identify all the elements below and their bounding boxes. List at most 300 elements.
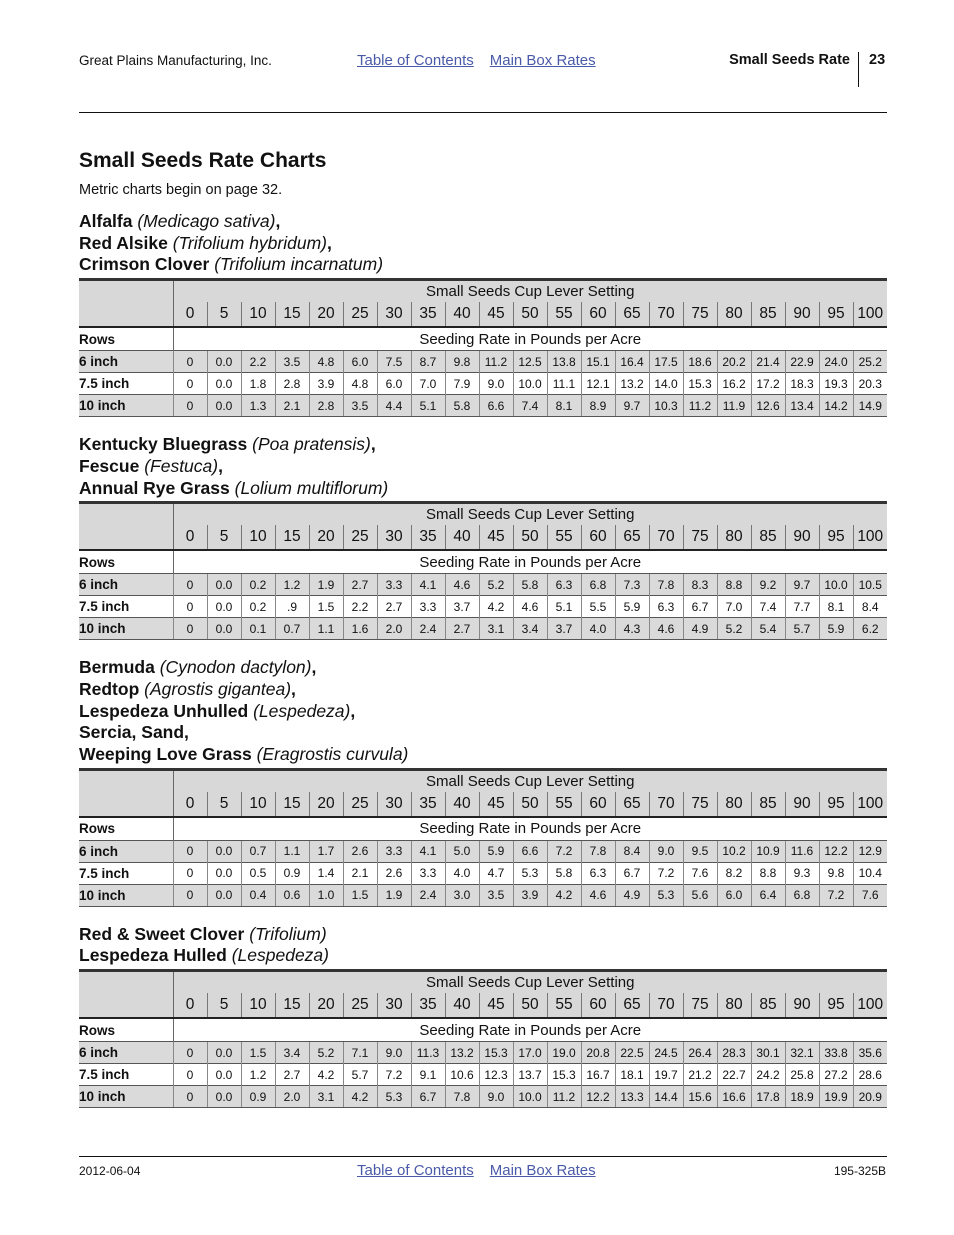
rate-value: 9.0 (649, 840, 683, 862)
table-of-contents-link[interactable]: Table of Contents (357, 52, 474, 69)
species-name: Kentucky Bluegrass (79, 434, 248, 455)
rate-value: 0.2 (241, 574, 275, 596)
rate-value: 19.7 (649, 1064, 683, 1086)
rate-value: 0.7 (241, 840, 275, 862)
table-corner (79, 971, 173, 1019)
lever-setting-label: Small Seeds Cup Lever Setting (173, 971, 887, 994)
latin-name: (Lolium multiflorum) (234, 477, 389, 498)
lever-setting-value: 40 (445, 792, 479, 817)
rate-value: 4.9 (615, 884, 649, 906)
rate-value: 14.0 (649, 373, 683, 395)
rate-value: 3.1 (309, 1086, 343, 1108)
rate-value: 10.6 (445, 1064, 479, 1086)
rate-value: 7.0 (717, 596, 751, 618)
lever-setting-value: 25 (343, 792, 377, 817)
footer-date: 2012-06-04 (79, 1164, 141, 1178)
lever-setting-value: 30 (377, 525, 411, 550)
latin-name: (Eragrostis curvula) (256, 744, 409, 765)
rate-value: 17.8 (751, 1086, 785, 1108)
rate-value: 1.0 (309, 884, 343, 906)
rate-value: 8.8 (717, 574, 751, 596)
lever-setting-value: 70 (649, 792, 683, 817)
species-line (79, 254, 887, 276)
row-spacing-label: 10 inch (79, 1086, 173, 1108)
rate-value: 6.7 (615, 862, 649, 884)
table-row (79, 1064, 887, 1086)
rate-value: 11.2 (479, 351, 513, 373)
rate-value: 22.9 (785, 351, 819, 373)
rate-value: 22.7 (717, 1064, 751, 1086)
rate-value: 7.6 (683, 862, 717, 884)
rate-value: 7.8 (581, 840, 615, 862)
chart-block (79, 924, 887, 1108)
main-box-rates-link[interactable]: Main Box Rates (489, 52, 596, 69)
settings-row (79, 302, 887, 327)
heading-punctuation: , (370, 434, 376, 455)
table-row (79, 884, 887, 906)
rate-value: 2.6 (377, 862, 411, 884)
rate-value: 5.8 (547, 862, 581, 884)
header-nav (357, 52, 612, 69)
lever-setting-value: 90 (785, 792, 819, 817)
lever-setting-value: 30 (377, 993, 411, 1018)
rate-value: 7.2 (547, 840, 581, 862)
rate-value: 0.0 (207, 1042, 241, 1064)
species-name: Red Alsike (79, 232, 168, 253)
rate-value: 20.9 (853, 1086, 887, 1108)
rate-value: 9.7 (615, 395, 649, 417)
rate-value: 1.6 (343, 618, 377, 640)
rate-value: 7.1 (343, 1042, 377, 1064)
table-row (79, 618, 887, 640)
lever-setting-value: 40 (445, 302, 479, 327)
rate-value: 24.0 (819, 351, 853, 373)
lever-setting-value: 5 (207, 993, 241, 1018)
lever-setting-value: 15 (275, 302, 309, 327)
rate-value: 5.7 (343, 1064, 377, 1086)
rate-value: 8.2 (717, 862, 751, 884)
lever-setting-value: 90 (785, 525, 819, 550)
rate-rows (79, 574, 887, 640)
rate-value: 0.0 (207, 574, 241, 596)
footer-main-box-rates-link[interactable]: Main Box Rates (489, 1162, 596, 1179)
rate-value: 7.2 (377, 1064, 411, 1086)
rate-value: .9 (275, 596, 309, 618)
rate-value: 0.0 (207, 618, 241, 640)
heading-punctuation: , (291, 678, 296, 699)
rate-value: 17.2 (751, 373, 785, 395)
rate-value: 17.0 (513, 1042, 547, 1064)
rate-value: 15.3 (547, 1064, 581, 1086)
row-spacing-label: 6 inch (79, 840, 173, 862)
rate-value: 0.0 (207, 884, 241, 906)
rate-value: 6.7 (683, 596, 717, 618)
rate-value: 1.1 (275, 840, 309, 862)
rate-value: 10.2 (717, 840, 751, 862)
rate-value: 19.0 (547, 1042, 581, 1064)
lever-setting-value: 0 (173, 792, 207, 817)
species-name: Annual Rye Grass (79, 477, 230, 498)
rate-value: 4.9 (683, 618, 717, 640)
rate-value: 10.0 (819, 574, 853, 596)
rate-value: 33.8 (819, 1042, 853, 1064)
rate-value: 4.0 (581, 618, 615, 640)
rate-value: 11.1 (547, 373, 581, 395)
row-spacing-label: 7.5 inch (79, 862, 173, 884)
lever-setting-value: 80 (717, 993, 751, 1018)
rate-value: 8.7 (411, 351, 445, 373)
rate-value: 8.1 (819, 596, 853, 618)
table-corner (79, 503, 173, 551)
rate-value: 3.5 (343, 395, 377, 417)
rate-value: 0.6 (275, 884, 309, 906)
rate-value: 2.2 (343, 596, 377, 618)
rate-value: 1.5 (343, 884, 377, 906)
lever-setting-value: 65 (615, 525, 649, 550)
chart-block (79, 434, 887, 640)
lever-setting-value: 75 (683, 792, 717, 817)
lever-setting-value: 75 (683, 302, 717, 327)
rows-label: Rows (79, 327, 173, 351)
lever-setting-value: 35 (411, 525, 445, 550)
rate-value: 6.3 (649, 596, 683, 618)
rate-value: 0.1 (241, 618, 275, 640)
rate-value: 0.0 (207, 596, 241, 618)
rate-rows (79, 1042, 887, 1108)
rate-value: 3.9 (513, 884, 547, 906)
lever-setting-label: Small Seeds Cup Lever Setting (173, 280, 887, 303)
rate-value: 2.0 (275, 1086, 309, 1108)
rate-value: 8.4 (615, 840, 649, 862)
rate-value: 9.2 (751, 574, 785, 596)
rate-value: 0.9 (241, 1086, 275, 1108)
species-line (79, 701, 887, 723)
rate-value: 4.4 (377, 395, 411, 417)
rate-value: 0.5 (241, 862, 275, 884)
rate-value: 10.5 (853, 574, 887, 596)
rate-value: 11.2 (683, 395, 717, 417)
rate-value: 1.7 (309, 840, 343, 862)
rate-value: 6.6 (479, 395, 513, 417)
rate-value: 35.6 (853, 1042, 887, 1064)
lever-setting-value: 35 (411, 302, 445, 327)
row-spacing-label: 7.5 inch (79, 373, 173, 395)
chart-heading (79, 657, 887, 766)
lever-setting-value: 80 (717, 792, 751, 817)
rate-value: 4.6 (649, 618, 683, 640)
rate-value: 32.1 (785, 1042, 819, 1064)
settings-row (79, 525, 887, 550)
table-row (79, 596, 887, 618)
rate-value: 18.9 (785, 1086, 819, 1108)
lever-setting-value: 100 (853, 993, 887, 1018)
lever-setting-value: 75 (683, 525, 717, 550)
rate-value: 4.6 (513, 596, 547, 618)
rate-value: 22.5 (615, 1042, 649, 1064)
lever-setting-value: 5 (207, 525, 241, 550)
lever-setting-value: 55 (547, 302, 581, 327)
species-line (79, 945, 887, 967)
species-line (79, 211, 887, 233)
lever-setting-value: 45 (479, 525, 513, 550)
rate-value: 0.7 (275, 618, 309, 640)
seeding-rate-label: Seeding Rate in Pounds per Acre (173, 817, 887, 841)
rate-value: 5.6 (683, 884, 717, 906)
lever-setting-value: 35 (411, 792, 445, 817)
lever-setting-value: 100 (853, 302, 887, 327)
table-row (79, 1086, 887, 1108)
row-spacing-label: 7.5 inch (79, 1064, 173, 1086)
lever-setting-value: 20 (309, 792, 343, 817)
lever-setting-value: 40 (445, 525, 479, 550)
lever-header-row (79, 280, 887, 303)
rate-value: 2.7 (275, 1064, 309, 1086)
footer-table-of-contents-link[interactable]: Table of Contents (357, 1162, 474, 1179)
rate-value: 6.0 (343, 351, 377, 373)
lever-setting-value: 95 (819, 525, 853, 550)
lever-setting-value: 30 (377, 302, 411, 327)
rate-value: 1.4 (309, 862, 343, 884)
lever-setting-value: 100 (853, 525, 887, 550)
rate-value: 7.4 (751, 596, 785, 618)
rate-value: 0 (173, 1042, 207, 1064)
seeding-rate-label: Seeding Rate in Pounds per Acre (173, 1018, 887, 1042)
rows-header-row (79, 1018, 887, 1042)
rate-value: 15.6 (683, 1086, 717, 1108)
latin-name: (Trifolium) (249, 923, 327, 944)
rate-value: 0.2 (241, 596, 275, 618)
lever-header-row (79, 971, 887, 994)
rate-value: 5.7 (785, 618, 819, 640)
rate-value: 8.3 (683, 574, 717, 596)
rate-value: 4.1 (411, 574, 445, 596)
rate-value: 5.3 (377, 1086, 411, 1108)
lever-setting-value: 20 (309, 302, 343, 327)
rate-value: 9.3 (785, 862, 819, 884)
main-content (79, 147, 887, 1125)
latin-name: (Cynodon dactylon) (159, 657, 312, 678)
rate-value: 0.0 (207, 1086, 241, 1108)
table-row (79, 862, 887, 884)
rate-value: 16.7 (581, 1064, 615, 1086)
rate-value: 6.8 (581, 574, 615, 596)
rate-value: 3.5 (479, 884, 513, 906)
lever-setting-value: 15 (275, 993, 309, 1018)
rate-value: 21.4 (751, 351, 785, 373)
rate-value: 7.4 (513, 395, 547, 417)
rate-value: 28.3 (717, 1042, 751, 1064)
rate-value: 14.4 (649, 1086, 683, 1108)
rate-value: 10.4 (853, 862, 887, 884)
rate-value: 4.2 (309, 1064, 343, 1086)
rate-charts (79, 211, 887, 1108)
species-line (79, 478, 887, 500)
lever-setting-value: 80 (717, 302, 751, 327)
rate-value: 6.0 (377, 373, 411, 395)
rate-value: 6.0 (717, 884, 751, 906)
rate-value: 12.5 (513, 351, 547, 373)
rate-value: 7.6 (853, 884, 887, 906)
rate-value: 0.0 (207, 351, 241, 373)
rate-value: 12.6 (751, 395, 785, 417)
rate-value: 0 (173, 395, 207, 417)
rate-value: 3.9 (309, 373, 343, 395)
rows-label: Rows (79, 550, 173, 574)
settings-row (79, 993, 887, 1018)
rate-value: 5.3 (649, 884, 683, 906)
lever-setting-value: 85 (751, 525, 785, 550)
lever-setting-label: Small Seeds Cup Lever Setting (173, 769, 887, 792)
rate-value: 5.3 (513, 862, 547, 884)
rate-value: 9.1 (411, 1064, 445, 1086)
rate-value: 2.8 (309, 395, 343, 417)
lever-setting-value: 50 (513, 993, 547, 1018)
rows-header-row (79, 550, 887, 574)
lever-setting-value: 30 (377, 792, 411, 817)
row-spacing-label: 6 inch (79, 574, 173, 596)
lever-setting-value: 90 (785, 993, 819, 1018)
rate-value: 5.0 (445, 840, 479, 862)
rate-value: 3.7 (547, 618, 581, 640)
rate-value: 9.8 (819, 862, 853, 884)
rate-value: 3.4 (513, 618, 547, 640)
rate-value: 11.6 (785, 840, 819, 862)
lever-setting-value: 60 (581, 993, 615, 1018)
rate-value: 1.2 (241, 1064, 275, 1086)
species-line (79, 744, 887, 766)
rate-value: 20.8 (581, 1042, 615, 1064)
rate-value: 0.9 (275, 862, 309, 884)
rate-value: 4.1 (411, 840, 445, 862)
heading-punctuation: , (311, 657, 317, 678)
rate-value: 3.3 (411, 862, 445, 884)
heading-punctuation: , (327, 232, 332, 253)
rate-value: 9.5 (683, 840, 717, 862)
lever-setting-value: 90 (785, 302, 819, 327)
lever-setting-value: 65 (615, 792, 649, 817)
rate-value: 5.2 (479, 574, 513, 596)
rate-value: 14.2 (819, 395, 853, 417)
rate-value: 0.4 (241, 884, 275, 906)
rate-value: 15.1 (581, 351, 615, 373)
latin-name: (Poa pratensis) (252, 434, 371, 455)
page-title: Small Seeds Rate Charts (79, 149, 327, 172)
rate-value: 1.3 (241, 395, 275, 417)
chart-block (79, 657, 887, 907)
lever-setting-value: 25 (343, 993, 377, 1018)
rate-value: 12.2 (581, 1086, 615, 1108)
rate-value: 1.9 (309, 574, 343, 596)
rate-value: 15.3 (683, 373, 717, 395)
rate-value: 20.2 (717, 351, 751, 373)
rate-value: 12.9 (853, 840, 887, 862)
lever-setting-value: 10 (241, 993, 275, 1018)
rate-value: 13.2 (445, 1042, 479, 1064)
rate-value: 13.4 (785, 395, 819, 417)
rate-value: 10.0 (513, 1086, 547, 1108)
row-spacing-label: 7.5 inch (79, 596, 173, 618)
rate-value: 0.0 (207, 395, 241, 417)
rate-value: 16.6 (717, 1086, 751, 1108)
row-spacing-label: 6 inch (79, 351, 173, 373)
rate-value: 13.2 (615, 373, 649, 395)
latin-name: (Trifolium hybridum) (172, 232, 327, 253)
rate-value: 18.6 (683, 351, 717, 373)
rate-value: 10.0 (513, 373, 547, 395)
page-number: 23 (869, 52, 886, 68)
chart-heading (79, 211, 887, 276)
lever-setting-value: 15 (275, 525, 309, 550)
rate-value: 7.2 (649, 862, 683, 884)
rate-value: 13.3 (615, 1086, 649, 1108)
lever-setting-value: 0 (173, 525, 207, 550)
rows-label: Rows (79, 1018, 173, 1042)
rate-value: 14.9 (853, 395, 887, 417)
seeding-rate-label: Seeding Rate in Pounds per Acre (173, 550, 887, 574)
species-line (79, 722, 887, 744)
rate-value: 4.2 (479, 596, 513, 618)
table-row (79, 574, 887, 596)
rate-value: 5.2 (717, 618, 751, 640)
rate-value: 6.6 (513, 840, 547, 862)
species-name: Crimson Clover (79, 254, 210, 275)
rate-value: 4.7 (479, 862, 513, 884)
lever-setting-value: 75 (683, 993, 717, 1018)
lever-setting-value: 95 (819, 302, 853, 327)
rate-value: 7.3 (615, 574, 649, 596)
row-spacing-label: 10 inch (79, 618, 173, 640)
rate-value: 27.2 (819, 1064, 853, 1086)
rate-value: 24.2 (751, 1064, 785, 1086)
rate-value: 24.5 (649, 1042, 683, 1064)
rate-value: 12.3 (479, 1064, 513, 1086)
chart-heading (79, 924, 887, 967)
lever-setting-value: 20 (309, 525, 343, 550)
lever-setting-value: 95 (819, 792, 853, 817)
rate-value: 5.9 (819, 618, 853, 640)
rate-value: 0 (173, 596, 207, 618)
heading-punctuation: , (350, 700, 356, 721)
rate-value: 16.4 (615, 351, 649, 373)
rate-value: 12.1 (581, 373, 615, 395)
lever-setting-value: 45 (479, 302, 513, 327)
species-line (79, 434, 887, 456)
table-row (79, 840, 887, 862)
lever-setting-value: 5 (207, 792, 241, 817)
latin-name: (Agrostis gigantea) (144, 678, 292, 699)
lever-setting-value: 50 (513, 302, 547, 327)
rate-value: 6.8 (785, 884, 819, 906)
row-spacing-label: 10 inch (79, 884, 173, 906)
rate-value: 13.8 (547, 351, 581, 373)
rate-value: 20.3 (853, 373, 887, 395)
latin-name: (Medicago sativa) (137, 211, 276, 231)
rate-value: 2.4 (411, 618, 445, 640)
rate-value: 7.5 (377, 351, 411, 373)
lever-setting-value: 25 (343, 525, 377, 550)
rate-value: 8.8 (751, 862, 785, 884)
lever-setting-value: 60 (581, 302, 615, 327)
lever-setting-value: 100 (853, 792, 887, 817)
rate-table (79, 278, 887, 417)
rate-value: 15.3 (479, 1042, 513, 1064)
lever-setting-value: 10 (241, 792, 275, 817)
rate-value: 3.3 (411, 596, 445, 618)
rate-value: 12.2 (819, 840, 853, 862)
rate-value: 4.2 (547, 884, 581, 906)
rate-value: 3.5 (275, 351, 309, 373)
rate-value: 2.0 (377, 618, 411, 640)
